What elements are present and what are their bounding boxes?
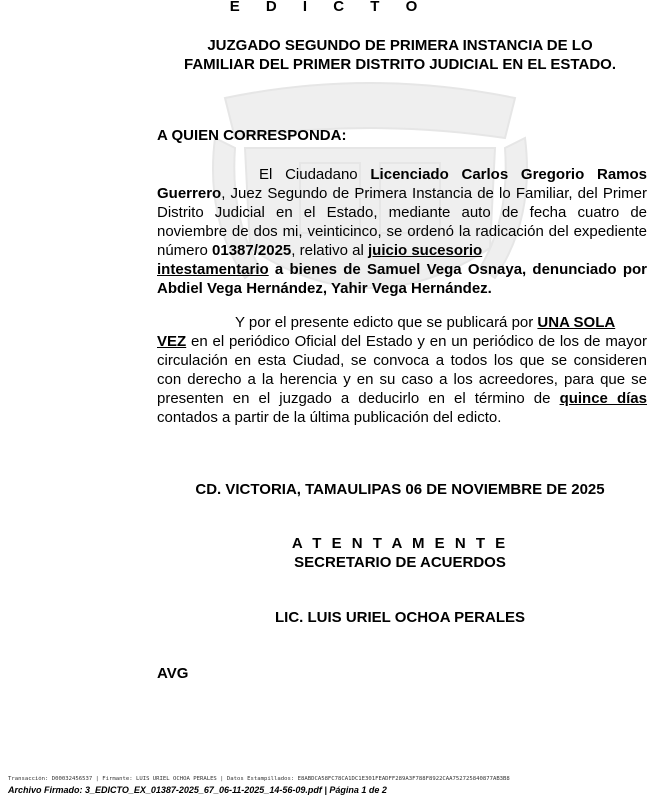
initials: AVG <box>157 665 189 682</box>
transaction-footer: Transacción: D00032456537 | Firmante: LUIS URIEL OCHOA PERALES | Datos Estampillados: E8ABDCA58FC78CA1DC1E301FEADFF289A3F788F8922CAA752725840877AB3B8 <box>8 776 510 782</box>
intestamentario: intestamentario <box>157 261 269 278</box>
atentamente: A T E N T A M E N T E <box>291 535 509 552</box>
paragraph-1-text: El Ciudadano <box>259 166 371 183</box>
paragraph-1-text: , relativo al <box>291 242 368 259</box>
court-line-1: JUZGADO SEGUNDO DE PRIMERA INSTANCIA DE LO <box>207 37 593 54</box>
signer-name: LIC. LUIS URIEL OCHOA PERALES <box>274 609 526 626</box>
deceased-and-claimants: a bienes de Samuel Vega Osnaya, denunciado por Abdiel Vega Hernández, Yahir Vega Hernández. <box>157 261 647 297</box>
juicio-sucesorio: juicio sucesorio <box>367 242 483 259</box>
judge-name: Licenciado Carlos Gregorio Ramos Guerrero <box>157 166 648 202</box>
vez: VEZ <box>157 333 187 350</box>
signed-file-footer: Archivo Firmado: 3_EDICTO_EX_01387-2025_67_06-11-2025_14-56-09.pdf | Página 1 de 2 <box>8 785 387 795</box>
una-sola: UNA SOLA <box>537 314 616 331</box>
secretary-title: SECRETARIO DE ACUERDOS <box>294 554 506 571</box>
quince-dias: quince días <box>559 390 647 407</box>
paragraph-1 <box>157 165 647 298</box>
paragraph-1-text: , Juez Segundo de Primera Instancia de lo Familiar, del Primer Distrito Judicial en el Estado, mediante auto de fecha cuatro de noviembre de dos mi, veinticinco, se ordenó la radicación del expediente número <box>157 185 647 259</box>
case-number: 01387/2025 <box>212 242 292 259</box>
paragraph-2-text: Y por el presente edicto que se publicará por <box>235 314 538 331</box>
paragraph-2 <box>157 313 647 427</box>
court-heading <box>150 36 650 74</box>
paragraph-2-text: contados a partir de la última publicación del edicto. <box>157 409 502 426</box>
city-date: CD. VICTORIA, TAMAULIPAS 06 DE NOVIEMBRE DE 2025 <box>195 481 605 498</box>
court-line-2: FAMILIAR DEL PRIMER DISTRITO JUDICIAL EN EL ESTADO. <box>184 56 616 73</box>
paragraph-2-text: en el periódico Oficial del Estado y en un periódico de los de mayor circulación en esta Ciudad, se convoca a todos los que se consideren con derecho a la herencia y en su caso a los acreedores, para que se presenten en el juzgado a deducirlo en el término de <box>157 333 647 407</box>
edict-title: E D I C T O <box>229 0 429 15</box>
salutation: A QUIEN CORRESPONDA: <box>157 127 347 144</box>
